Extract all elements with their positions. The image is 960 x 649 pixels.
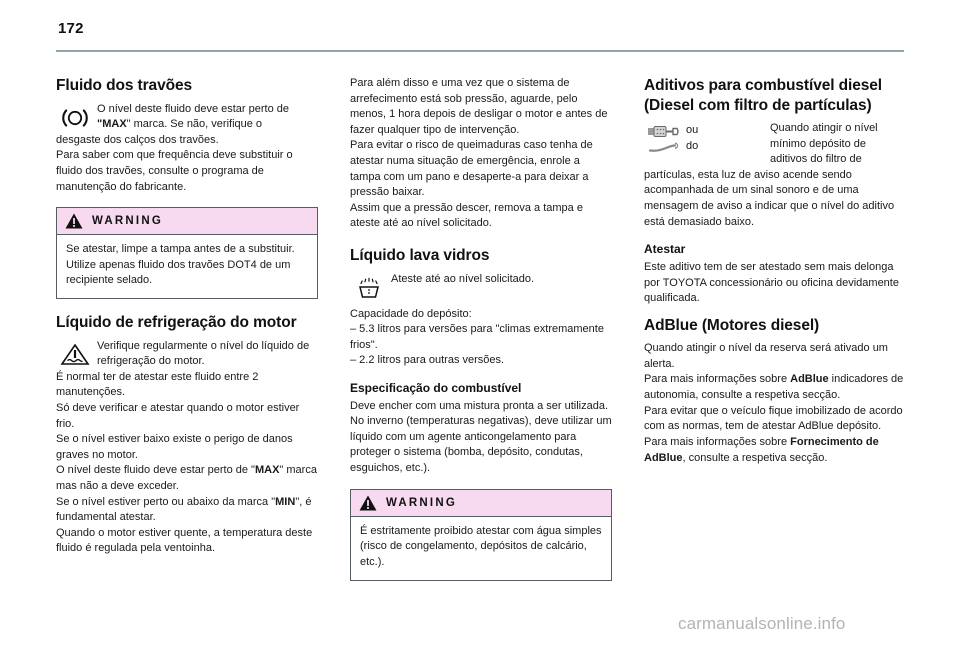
conjunction-do: do xyxy=(686,140,699,153)
wrench-icon xyxy=(644,139,684,155)
header-divider xyxy=(56,50,904,52)
fuel-spec-paragraph-2: No inverno (temperaturas negativas), deve utilizar um líquido com um agente anticongelamento para proteger o sistema (bomba, depósito, condutas, esguichos, etc.). xyxy=(350,415,612,475)
additive-lead-text: Quando atingir o nível mínimo xyxy=(770,122,878,150)
adblue-paragraph-4: Para mais informações sobre Fornecimento de AdBlue, consulte a respetiva secção. xyxy=(644,435,879,464)
three-column-layout xyxy=(56,76,906,581)
coolant-continued-paragraph-2: Para evitar o risco de queimaduras caso tenha de atestar numa situação de emergência, enrole a tampa com um pano e desaperte-a para deixar a pressão baixar. xyxy=(350,139,593,199)
warning-triangle-icon xyxy=(65,213,83,229)
section-title-engine-coolant: Líquido de refrigeração do motor xyxy=(56,314,297,331)
warning-triangle-icon xyxy=(359,495,377,511)
washer-icon-paragraph xyxy=(350,272,612,303)
site-watermark: carmanualsonline.info xyxy=(678,614,846,633)
coolant-continued-paragraph-1: Para além disso e uma vez que o sistema de arrefecimento está sob pressão, aguarde, pelo menos, 1 hora depois de desligar o motor e antes de fazer qualquer tipo de intervenção. xyxy=(350,77,608,136)
warning-box-brake-fluid xyxy=(56,207,318,299)
brake-fluid-lead-text: O nível deste fluido deve estar perto de xyxy=(97,102,290,115)
washer-icon-text: Ateste até ao nível solicitado. xyxy=(391,272,535,285)
washer-capacity-label: Capacidade do depósito: xyxy=(350,307,472,320)
coolant-paragraph-3: Se o nível estiver baixo existe o perigo de danos graves no motor. xyxy=(56,433,293,461)
coolant-paragraph-4: O nível deste fluido deve estar perto de "MAX" marca mas não a deve exceder. xyxy=(56,464,317,492)
coolant-icon-paragraph xyxy=(56,339,318,370)
brake-fluid-paragraph-2: Para saber com que frequência deve substituir o fluido dos travões, consulte o programa de manutenção do fabricante. xyxy=(56,149,293,193)
additive-second-text: depósito de aditivos do filtro de xyxy=(770,137,867,166)
adblue-paragraph-3: Para evitar que o veículo fique imobilizado de acordo com as normas, tem de atestar AdBlue depósito. xyxy=(644,404,903,433)
section-title-diesel-additives: Aditivos para combustível diesel (Diesel com filtro de partículas) xyxy=(644,77,882,114)
windshield-washer-icon xyxy=(352,273,386,303)
coolant-continued-paragraph-3: Assim que a pressão descer, remova a tampa e ateste até ao nível solicitado. xyxy=(350,201,583,230)
column-2 xyxy=(350,76,612,581)
diesel-additive-icon-paragraph xyxy=(644,121,906,230)
coolant-paragraph-2: Só deve verificar e atestar quando o motor estiver frio. xyxy=(56,401,300,430)
additive-icon-row-2 xyxy=(644,139,764,155)
brake-fluid-rest-text: desgaste dos calços dos travões. xyxy=(56,133,219,146)
coolant-paragraph-1: É normal ter de atestar este fluido entre 2 manutenções. xyxy=(56,370,259,399)
section-title-brake-fluid: Fluido dos travões xyxy=(56,77,192,94)
coolant-paragraph-5: Se o nível estiver perto ou abaixo da marca "MIN", é fundamental atestar. xyxy=(56,495,312,524)
coolant-temperature-warning-icon xyxy=(58,340,92,370)
column-1 xyxy=(56,76,318,581)
subsection-title-atestar: Atestar xyxy=(644,242,686,257)
additive-icon-row-1 xyxy=(644,123,764,139)
warning-title: WARNING xyxy=(92,215,163,228)
warning-header xyxy=(57,208,317,235)
coolant-icon-text: Verifique regularmente o nível do líquido de refrigeração do motor. xyxy=(97,339,310,368)
subsection-title-fuel-spec: Especificação do combustível xyxy=(350,381,522,396)
warning-title: WARNING xyxy=(386,496,457,509)
adblue-paragraph-1: Quando atingir o nível da reserva será ativado um alerta. xyxy=(644,342,888,370)
brake-fluid-mid-text: " marca. Se não, verifique o xyxy=(126,118,263,131)
particulate-filter-icon xyxy=(644,123,684,139)
column-3 xyxy=(644,76,906,581)
fuel-spec-paragraph-1: Deve encher com uma mistura pronta a ser utilizada. xyxy=(350,399,609,412)
section-title-adblue: AdBlue (Motores diesel) xyxy=(644,316,820,334)
brake-fluid-max-label: "MAX xyxy=(97,118,127,131)
section-title-washer-fluid: Líquido lava vidros xyxy=(350,247,490,265)
warning-box-washer-fluid xyxy=(350,489,612,581)
coolant-paragraph-6: Quando o motor estiver quente, a temperatura deste fluido é regulada pela ventoinha. xyxy=(56,526,313,555)
page-number: 172 xyxy=(58,20,84,37)
warning-text: Se atestar, limpe a tampa antes de a substituir. Utilize apenas fluido dos travões DOT4 de um recipiente selado. xyxy=(66,243,295,287)
diesel-additive-icon-group xyxy=(644,123,764,155)
brake-warning-icon xyxy=(58,103,92,133)
atestar-paragraph: Este aditivo tem de ser atestado sem mais delonga por TOYOTA concessionário ou oficina devidamente qualificada. xyxy=(644,260,899,305)
warning-text: É estritamente proibido atestar com água simples (risco de congelamento, depósitos de calcário, etc.). xyxy=(360,524,602,568)
adblue-paragraph-2: Para mais informações sobre AdBlue indicadores de autonomia, consulte a respetiva secção. xyxy=(644,373,904,402)
washer-capacity-item-1: – 5.3 litros para versões para "climas extremamente frios". xyxy=(350,323,604,351)
additive-rest-text: partículas, esta luz de aviso acende sendo acompanhada de um sinal sonoro e de uma mensagem de aviso a indicar que o nível do aditivo está demasiado baixo. xyxy=(644,168,895,228)
washer-capacity-item-2: – 2.2 litros para outras versões. xyxy=(350,354,505,367)
brake-fluid-icon-paragraph xyxy=(56,102,318,149)
warning-header xyxy=(351,490,611,517)
conjunction-ou: ou xyxy=(686,124,699,137)
